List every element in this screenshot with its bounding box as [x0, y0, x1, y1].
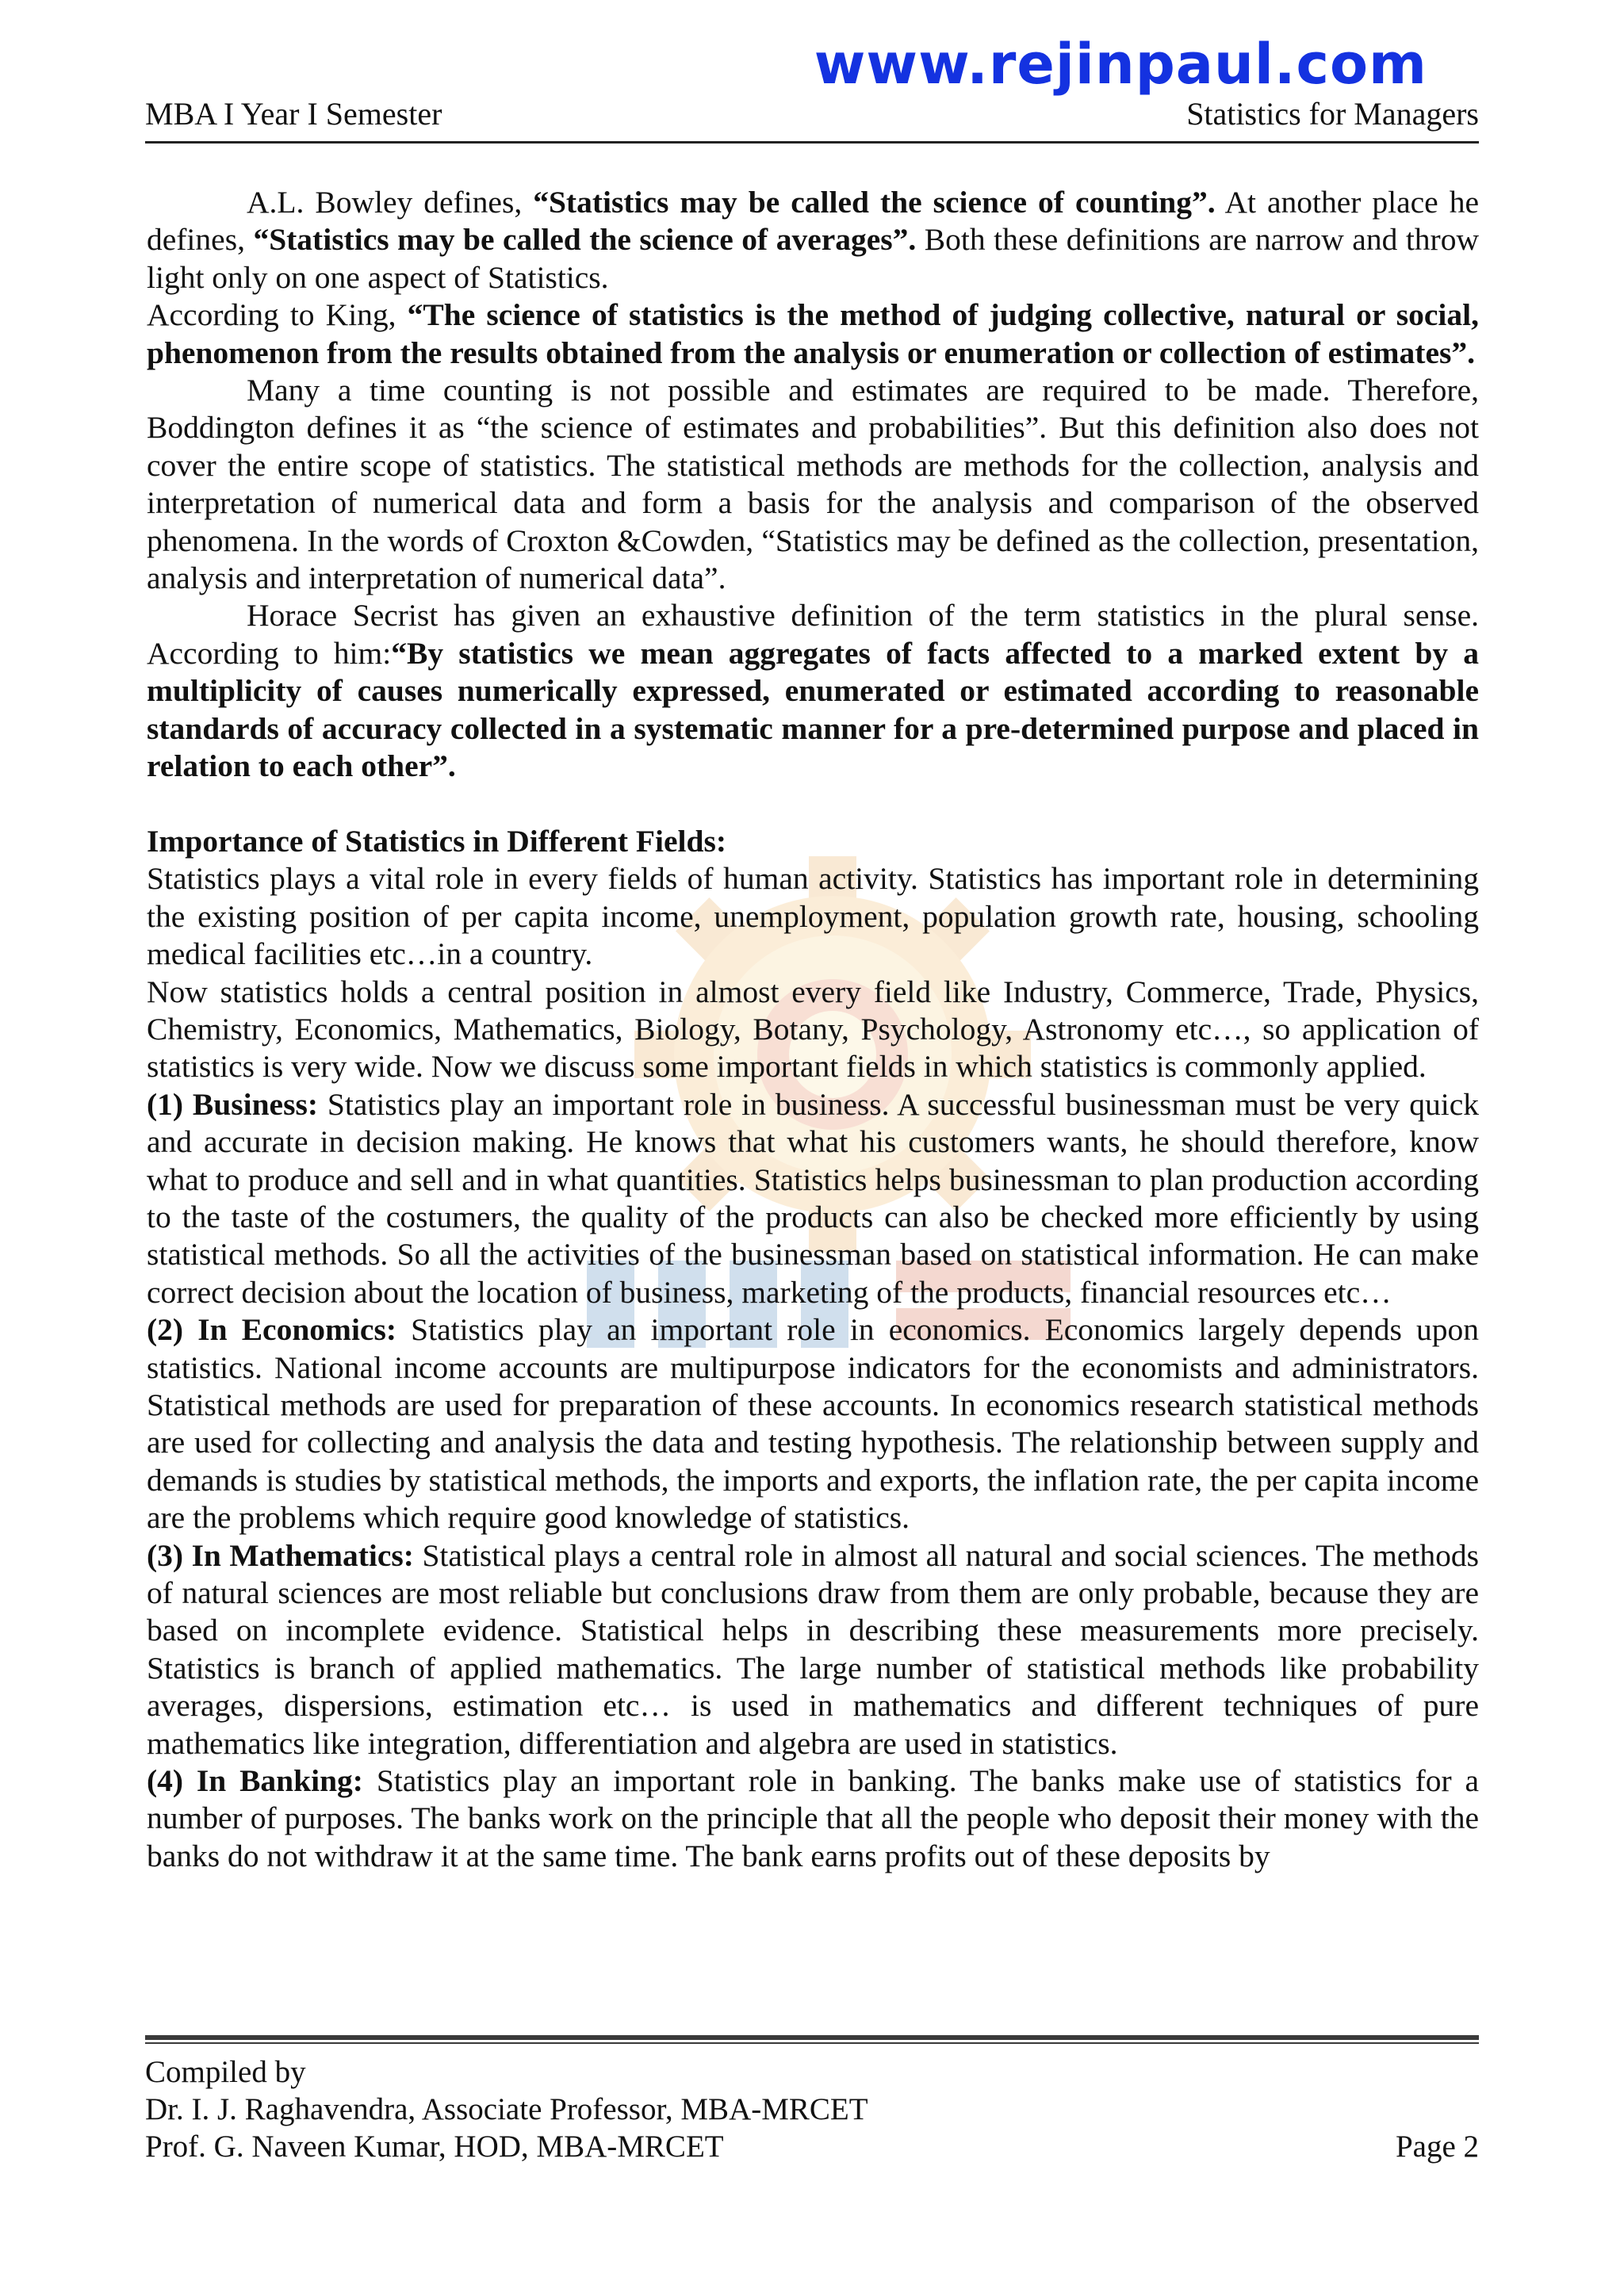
bowley-definition: A.L. Bowley defines, “Statistics may be called the science of counting”. At another place he defines, “Statistics may be called the science of averages”. Both these definitions are narrow and throw light only on one aspect of Statistics.	[147, 185, 1479, 295]
document-body	[147, 184, 1479, 1875]
boddington-paragraph: Many a time counting is not possible and estimates are required to be made. Therefore, Boddington defines it as “the science of estimates and probabilities”. But this definition also does not cover the entire scope of statistics. The statistical methods are methods for the collection, analysis and interpretation of numerical data and form a basis for the analysis and comparison of the observed phenomena. In the words of Croxton &Cowden, “Statistics may be defined as the collection, presentation, analysis and interpretation of numerical data”.	[147, 373, 1479, 596]
footer-compiled-by: Compiled by	[145, 2055, 306, 2089]
page-header	[145, 94, 1479, 135]
page-number: Page 2	[1395, 2130, 1479, 2164]
king-definition: According to King, “The science of statistics is the method of judging collective, natural or social, phenomenon from the results obtained from the analysis or enumeration or collection of estimates”.	[147, 297, 1479, 370]
importance-paragraph: Statistics plays a vital role in every fields of human activity. Statistics has important role in determining the existing position of per capita income, unemployment, population growth rate, housing, schooling medical facilities etc…in a country.	[147, 861, 1479, 972]
header-course: MBA I Year I Semester	[145, 96, 442, 132]
header-subject: Statistics for Managers	[1186, 96, 1479, 132]
fields-paragraph: Now statistics holds a central position in almost every field like Industry, Commerce, Trade, Physics, Chemistry, Economics, Mathematics, Biology, Botany, Psychology, Astronomy etc…, so application of statistics is very wide. Now we discuss some important fields in which statistics is commonly applied.	[147, 974, 1479, 1085]
page-footer	[145, 2053, 1479, 2165]
footer-author-1: Dr. I. J. Raghavendra, Associate Professor, MBA-MRCET	[145, 2092, 868, 2126]
footer-divider-thin	[145, 2042, 1479, 2044]
footer-divider-thick	[145, 2035, 1479, 2040]
site-url-watermark: www.rejinpaul.com	[814, 32, 1427, 97]
mathematics-paragraph: (3) In Mathematics: Statistical plays a central role in almost all natural and social sciences. The methods of natural sciences are most reliable but conclusions draw from them are only probable, because they are based on incomplete evidence. Statistical helps in describing these measurements more precisely. Statistics is branch of applied mathematics. The large number of statistical methods like probability averages, dispersions, estimation etc… is used in mathematics and different techniques of pure mathematics like integration, differentiation and algebra are used in statistics.	[147, 1537, 1479, 1761]
banking-paragraph: (4) In Banking: Statistics play an important role in banking. The banks make use of statistics for a number of purposes. The banks work on the principle that all the people who deposit their money with the banks do not withdraw it at the same time. The bank earns profits out of these deposits by	[147, 1763, 1479, 1873]
business-paragraph: (1) Business: Statistics play an important role in business. A successful businessman must be very quick and accurate in decision making. He knows that what his customers wants, he should therefore, know what to produce and sell and in what quantities. Statistics helps businessman to plan production according to the taste of the costumers, the quality of the products can also be checked more efficiently by using statistical methods. So all the activities of the businessman based on statistical information. He can make correct decision about the location of business, marketing of the products, financial resources etc…	[147, 1086, 1479, 1310]
header-divider	[145, 141, 1479, 144]
economics-paragraph: (2) In Economics: Statistics play an important role in economics. Economics largely depends upon statistics. National income accounts are multipurpose indicators for the economists and administrators. Statistical methods are used for preparation of these accounts. In economics research statistical methods are used for collecting and analysis the data and testing hypothesis. The relationship between supply and demands is studies by statistical methods, the imports and exports, the inflation rate, the per capita income are the problems which require good knowledge of statistics.	[147, 1312, 1479, 1536]
section-heading: Importance of Statistics in Different Fields:	[147, 823, 727, 859]
footer-author-2: Prof. G. Naveen Kumar, HOD, MBA-MRCET	[145, 2130, 724, 2164]
secrist-definition: Horace Secrist has given an exhaustive definition of the term statistics in the plural sense. According to him:“By statistics we mean aggregates of facts affected to a marked extent by a multiplicity of causes numerically expressed, enumerated or estimated according to reasonable standards of accuracy collected in a systematic manner for a pre-determined purpose and placed in relation to each other”.	[147, 598, 1479, 784]
